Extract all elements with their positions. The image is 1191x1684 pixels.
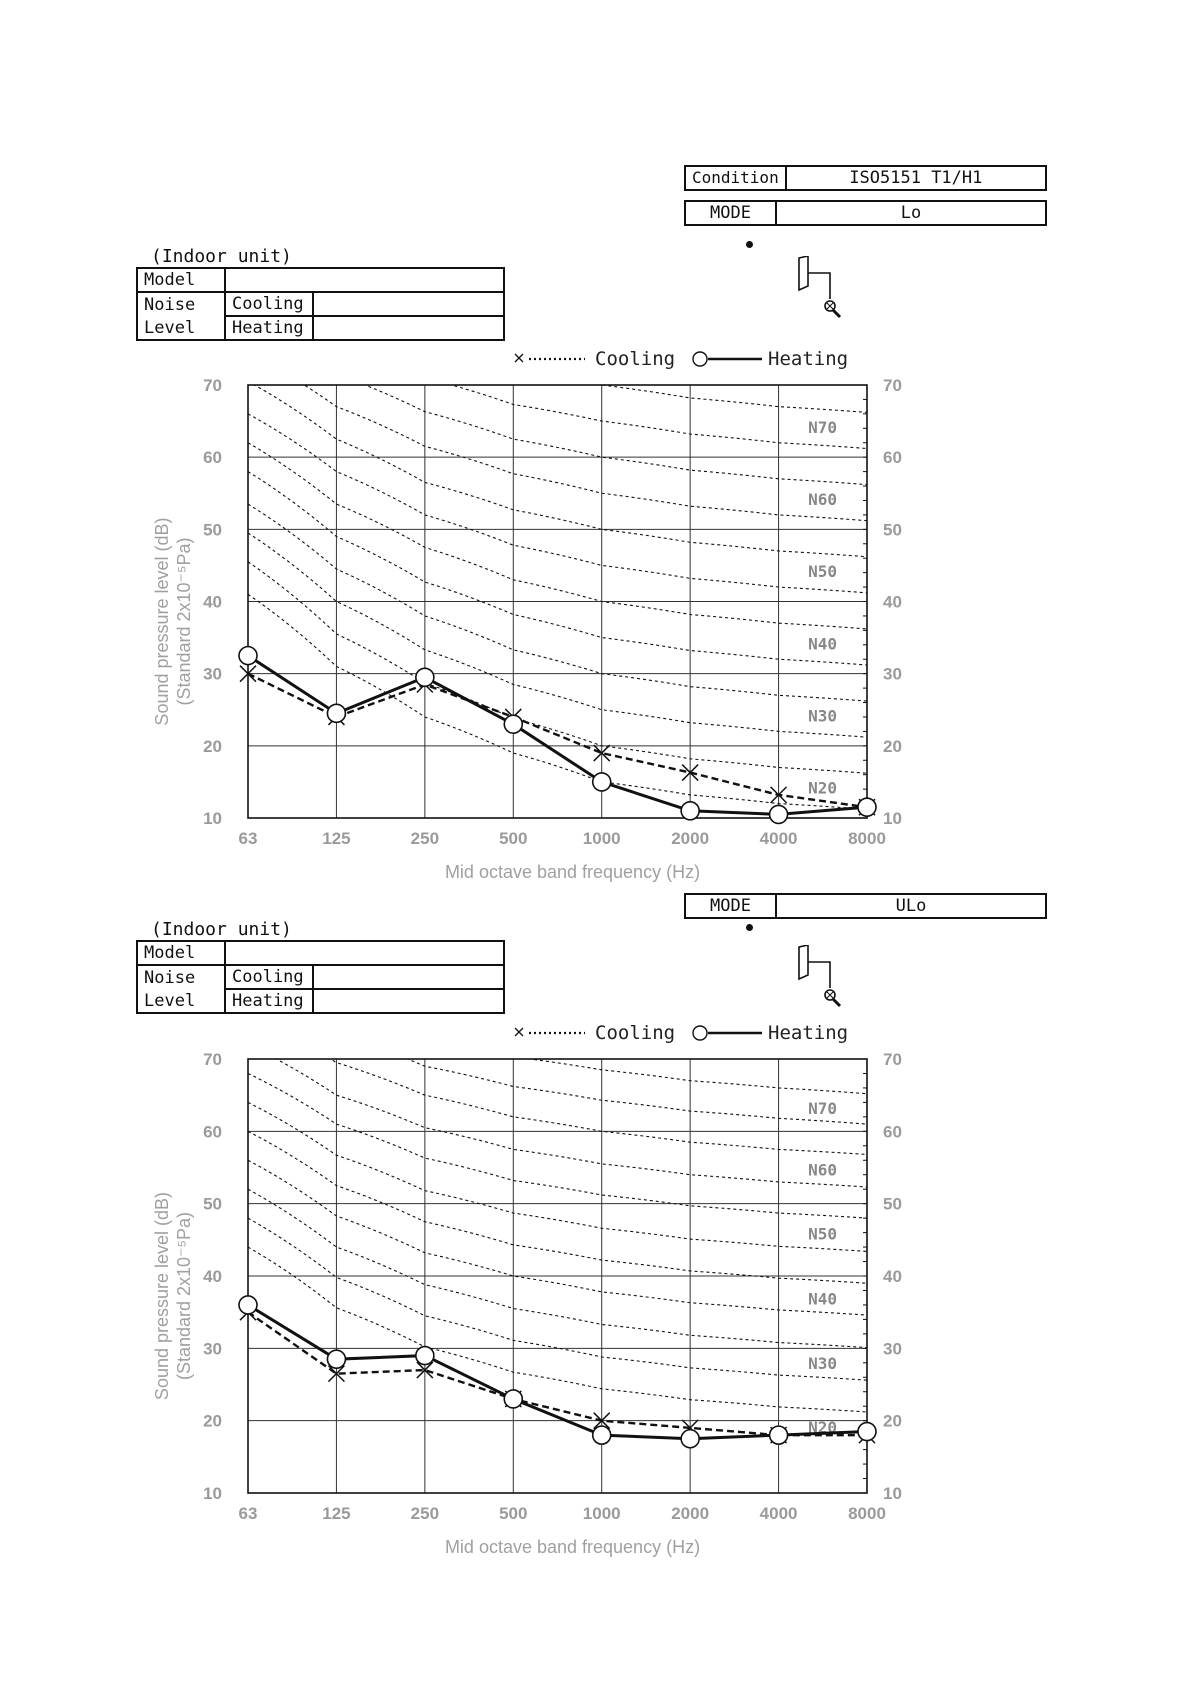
nc-label: N40 bbox=[808, 634, 838, 654]
x-tick-label: 1000 bbox=[582, 829, 621, 848]
heating-point bbox=[858, 1423, 876, 1441]
mode-value-2: ULo bbox=[776, 894, 1046, 918]
nc-curve bbox=[248, 381, 867, 556]
heating-point bbox=[504, 715, 522, 733]
y-tick-label-left: 50 bbox=[203, 1194, 222, 1214]
y-tick-label-right: 30 bbox=[883, 1339, 902, 1359]
heating-point bbox=[416, 1347, 434, 1365]
y-tick-label-left: 20 bbox=[203, 736, 222, 756]
chart-2 bbox=[0, 900, 1191, 1684]
heating-point bbox=[681, 802, 699, 820]
legend-heating-label: Heating bbox=[768, 348, 849, 370]
nc-label: N30 bbox=[808, 1353, 838, 1373]
y-axis-subtitle: (Standard 2x10⁻⁵Pa) bbox=[174, 1211, 194, 1381]
y-tick-label-right: 30 bbox=[883, 664, 902, 684]
y-axis-subtitle: (Standard 2x10⁻⁵Pa) bbox=[174, 537, 194, 706]
heating-label-2: Heating bbox=[225, 989, 313, 1013]
y-tick-label-right: 70 bbox=[883, 1050, 902, 1069]
cooling-label-1: Cooling bbox=[225, 292, 313, 316]
nc-label: N20 bbox=[808, 778, 838, 798]
y-tick-label-left: 60 bbox=[203, 448, 222, 468]
level-label-2: Level bbox=[137, 989, 225, 1013]
y-tick-label-left: 30 bbox=[203, 664, 222, 684]
y-tick-label-right: 60 bbox=[883, 448, 902, 468]
y-tick-label-right: 70 bbox=[883, 376, 902, 395]
mode-value-1: Lo bbox=[776, 201, 1046, 225]
nc-curves bbox=[248, 262, 867, 809]
condition-value: ISO5151 T1/H1 bbox=[786, 166, 1046, 190]
nc-curve bbox=[248, 1073, 867, 1218]
x-tick-label: 500 bbox=[499, 1504, 528, 1523]
nc-curve bbox=[248, 594, 867, 809]
mode-label-2: MODE bbox=[685, 894, 776, 918]
heating-point bbox=[593, 1426, 611, 1444]
nc-curve bbox=[248, 987, 867, 1124]
y-axis-title: Sound pressure level (dB) bbox=[152, 517, 172, 726]
model-label-1: Model bbox=[137, 268, 225, 292]
noise-label-1: Noise bbox=[137, 292, 225, 316]
nc-curve bbox=[248, 1102, 867, 1251]
y-tick-label-right: 50 bbox=[883, 1194, 902, 1214]
x-axis-title: Mid octave band frequency (Hz) bbox=[444, 1537, 701, 1557]
nc-label: N70 bbox=[808, 1099, 838, 1119]
legend-cross-icon bbox=[515, 1028, 523, 1036]
heating-point bbox=[239, 1296, 257, 1314]
x-tick-label: 2000 bbox=[671, 829, 710, 848]
legend-circle-icon bbox=[693, 1026, 707, 1040]
legend-cooling-label: Cooling bbox=[595, 1022, 676, 1044]
heating-label-1: Heating bbox=[225, 316, 313, 340]
nc-curve bbox=[248, 472, 867, 665]
nc-curve bbox=[248, 1160, 867, 1315]
y-tick-label-left: 40 bbox=[203, 592, 222, 612]
legend-heating-label: Heating bbox=[768, 1022, 849, 1044]
nc-curve bbox=[248, 562, 867, 773]
cooling-label-2: Cooling bbox=[225, 965, 313, 989]
nc-label: N60 bbox=[808, 1160, 838, 1180]
cooling-line bbox=[248, 674, 867, 808]
heating-point bbox=[770, 1426, 788, 1444]
nc-label: N40 bbox=[808, 1289, 838, 1309]
x-tick-label: 4000 bbox=[759, 1504, 798, 1523]
y-tick-label-right: 40 bbox=[883, 592, 902, 612]
heating-point bbox=[681, 1430, 699, 1448]
x-tick-label: 250 bbox=[410, 1504, 440, 1523]
y-tick-label-left: 30 bbox=[203, 1339, 222, 1359]
nc-label: N30 bbox=[808, 706, 838, 726]
heating-point bbox=[416, 668, 434, 686]
nc-label: N60 bbox=[808, 490, 838, 510]
legend-cooling-label: Cooling bbox=[595, 348, 676, 370]
nc-curve bbox=[248, 1189, 867, 1347]
nc-label: N20 bbox=[808, 1418, 838, 1438]
nc-curve bbox=[248, 262, 867, 412]
nc-curve bbox=[248, 1131, 867, 1283]
x-axis-title: Mid octave band frequency (Hz) bbox=[444, 862, 701, 882]
heating-point bbox=[858, 798, 876, 816]
heating-point bbox=[770, 805, 788, 823]
y-tick-label-right: 10 bbox=[883, 1484, 902, 1503]
x-tick-label: 2000 bbox=[671, 1504, 710, 1523]
x-tick-label: 4000 bbox=[759, 829, 798, 848]
y-tick-label-right: 10 bbox=[883, 809, 902, 828]
condition-label: Condition bbox=[685, 166, 786, 190]
indoor-unit-caption-1: (Indoor unit) bbox=[151, 246, 292, 267]
heating-point bbox=[239, 647, 257, 665]
nc-label: N70 bbox=[808, 417, 838, 437]
nc-curve bbox=[248, 1045, 867, 1187]
y-tick-label-left: 10 bbox=[203, 809, 222, 828]
legend-circle-icon bbox=[693, 352, 707, 366]
y-axis-title: Sound pressure level (dB) bbox=[152, 1191, 172, 1401]
y-tick-label-left: 70 bbox=[203, 376, 222, 395]
x-tick-label: 125 bbox=[322, 829, 351, 848]
x-tick-label: 125 bbox=[322, 1504, 351, 1523]
x-tick-label: 1000 bbox=[582, 1504, 621, 1523]
nc-label: N50 bbox=[808, 562, 838, 582]
nc-curve bbox=[248, 353, 867, 521]
x-tick-label: 250 bbox=[410, 829, 440, 848]
y-tick-label-left: 70 bbox=[203, 1050, 222, 1069]
heating-point bbox=[504, 1390, 522, 1408]
x-tick-label: 500 bbox=[499, 829, 528, 848]
y-tick-label-left: 10 bbox=[203, 1484, 222, 1503]
indoor-unit-caption-2: (Indoor unit) bbox=[151, 919, 292, 940]
y-tick-label-right: 20 bbox=[883, 736, 902, 756]
nc-curve bbox=[248, 443, 867, 629]
level-label-1: Level bbox=[137, 316, 225, 340]
x-tick-label: 8000 bbox=[848, 829, 886, 848]
y-tick-label-right: 20 bbox=[883, 1411, 902, 1431]
nc-curve bbox=[248, 320, 867, 485]
y-tick-label-left: 40 bbox=[203, 1267, 222, 1286]
y-tick-label-right: 40 bbox=[883, 1267, 902, 1286]
heating-point bbox=[327, 704, 345, 722]
heating-point bbox=[593, 773, 611, 791]
nc-curve bbox=[248, 504, 867, 701]
mode-label-1: MODE bbox=[685, 201, 776, 225]
legend-cross-icon bbox=[515, 354, 523, 362]
y-tick-label-left: 60 bbox=[203, 1122, 222, 1142]
nc-curve bbox=[248, 1247, 867, 1412]
x-tick-label: 63 bbox=[238, 829, 258, 848]
heating-point bbox=[327, 1350, 345, 1368]
noise-label-2: Noise bbox=[137, 965, 225, 989]
y-tick-label-right: 60 bbox=[883, 1122, 902, 1142]
y-tick-label-left: 20 bbox=[203, 1411, 222, 1431]
nc-label: N50 bbox=[808, 1224, 838, 1244]
y-tick-label-left: 50 bbox=[203, 520, 222, 540]
heating-line bbox=[248, 1305, 867, 1439]
x-tick-label: 63 bbox=[238, 1504, 258, 1523]
x-tick-label: 8000 bbox=[848, 1504, 886, 1523]
y-tick-label-right: 50 bbox=[883, 520, 902, 540]
model-label-2: Model bbox=[137, 941, 225, 965]
